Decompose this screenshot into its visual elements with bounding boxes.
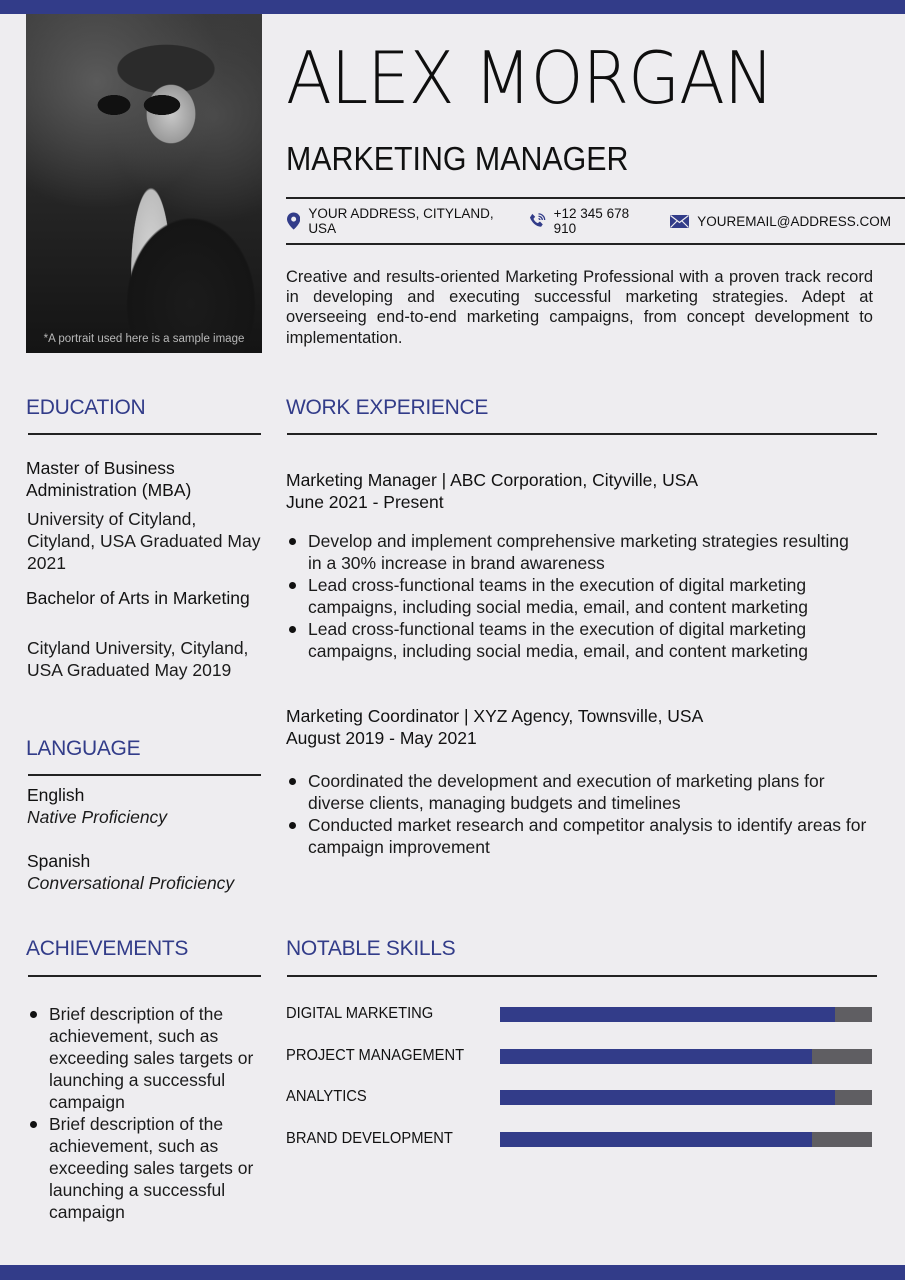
portrait-photo: [26, 14, 262, 353]
language-level-1: Native Proficiency: [27, 807, 168, 827]
language-name-2: Spanish: [27, 851, 91, 871]
candidate-name: ALEX MORGAN: [286, 36, 774, 120]
language-name-1: English: [27, 785, 85, 805]
divider-contacts: [286, 243, 905, 245]
education-degree-2: Bachelor of Arts in Marketing: [26, 588, 250, 608]
contact-phone: [529, 206, 651, 236]
phone-icon: [529, 212, 546, 230]
job-title: MARKETING MANAGER: [286, 140, 629, 177]
skill-label: ANALYTICS: [286, 1088, 367, 1105]
achievements-heading: ACHIEVEMENTS: [26, 937, 189, 960]
job-bullet: Coordinated the development and execution of marketing plans for diverse clients, managing budgets and timelines: [286, 770, 881, 814]
profile-summary: Creative and results-oriented Marketing Professional with a proven track record in developing and executing successful marketing strategies. Adept at overseeing end-to-end marketing campaigns, from concept development to implementation.: [286, 268, 873, 347]
skill-bar-track: [500, 1132, 872, 1147]
skill-row-brand-development: [286, 1129, 872, 1149]
photo-caption: *A portrait used here is a sample image: [43, 333, 245, 345]
achievements-divider: [28, 975, 261, 977]
achievements-list: [27, 1003, 263, 1223]
sunglasses-shape: [96, 94, 186, 116]
bottom-accent-bar: [0, 1265, 905, 1280]
education-heading: EDUCATION: [26, 396, 146, 419]
skill-bar-track: [500, 1007, 872, 1022]
skill-bar-fill: [500, 1132, 812, 1147]
envelope-icon: [670, 215, 689, 228]
skill-bar-fill: [500, 1049, 812, 1064]
skill-label: BRAND DEVELOPMENT: [286, 1130, 453, 1147]
job-bullet: Develop and implement comprehensive marketing strategies resulting in a 30% increase in brand awareness: [286, 530, 861, 574]
work-experience-heading: WORK EXPERIENCE: [286, 396, 489, 419]
education-details-2: Cityland University, Cityland, USA Graduated May 2019: [27, 638, 249, 680]
language-heading: LANGUAGE: [26, 737, 141, 760]
skill-bar-track: [500, 1090, 872, 1105]
top-accent-bar: [0, 0, 905, 14]
job-bullet: Conducted market research and competitor analysis to identify areas for campaign improvement: [286, 814, 881, 858]
map-pin-icon: [287, 212, 300, 230]
job-2-dates: August 2019 - May 2021: [286, 728, 477, 748]
job-2-role: Marketing Coordinator | XYZ Agency, Townsville, USA: [286, 706, 704, 726]
skill-bar-fill: [500, 1090, 835, 1105]
education-degree-1: Master of Business Administration (MBA): [26, 458, 192, 500]
job-1-dates: June 2021 - Present: [286, 492, 444, 512]
education-details-1: University of Cityland, Cityland, USA Graduated May 2021: [27, 509, 261, 573]
job-bullet: Lead cross-functional teams in the execution of digital marketing campaigns, including social media, email, and content marketing: [286, 618, 861, 662]
skill-row-analytics: [286, 1087, 872, 1107]
skill-label: PROJECT MANAGEMENT: [286, 1047, 465, 1064]
contact-bar: [287, 206, 905, 236]
achievement-item: Brief description of the achievement, such as exceeding sales targets or launching a successful campaign: [27, 1113, 263, 1223]
skill-bar-fill: [500, 1007, 835, 1022]
skills-divider: [287, 975, 877, 977]
work-experience-divider: [287, 433, 877, 435]
language-level-2: Conversational Proficiency: [27, 873, 235, 893]
job-2-bullets: [286, 770, 881, 858]
skill-label: DIGITAL MARKETING: [286, 1005, 434, 1022]
job-1-role: Marketing Manager | ABC Corporation, Cityville, USA: [286, 470, 699, 490]
skill-row-project-management: [286, 1046, 872, 1066]
email-text: YOUREMAIL@ADDRESS.COM: [697, 213, 891, 229]
achievement-item: Brief description of the achievement, such as exceeding sales targets or launching a successful campaign: [27, 1003, 263, 1113]
divider-top: [286, 197, 905, 199]
contact-email: [670, 214, 891, 229]
contact-address: [287, 206, 515, 236]
address-text: YOUR ADDRESS, CITYLAND, USA: [308, 206, 494, 236]
education-divider: [28, 433, 261, 435]
skill-row-digital-marketing: [286, 1004, 872, 1024]
language-divider: [28, 774, 261, 776]
phone-text: +12 345 678 910: [553, 206, 630, 236]
job-1-bullets: [286, 530, 861, 662]
job-bullet: Lead cross-functional teams in the execution of digital marketing campaigns, including social media, email, and content marketing: [286, 574, 861, 618]
skill-bar-track: [500, 1049, 872, 1064]
skills-heading: NOTABLE SKILLS: [286, 937, 456, 960]
